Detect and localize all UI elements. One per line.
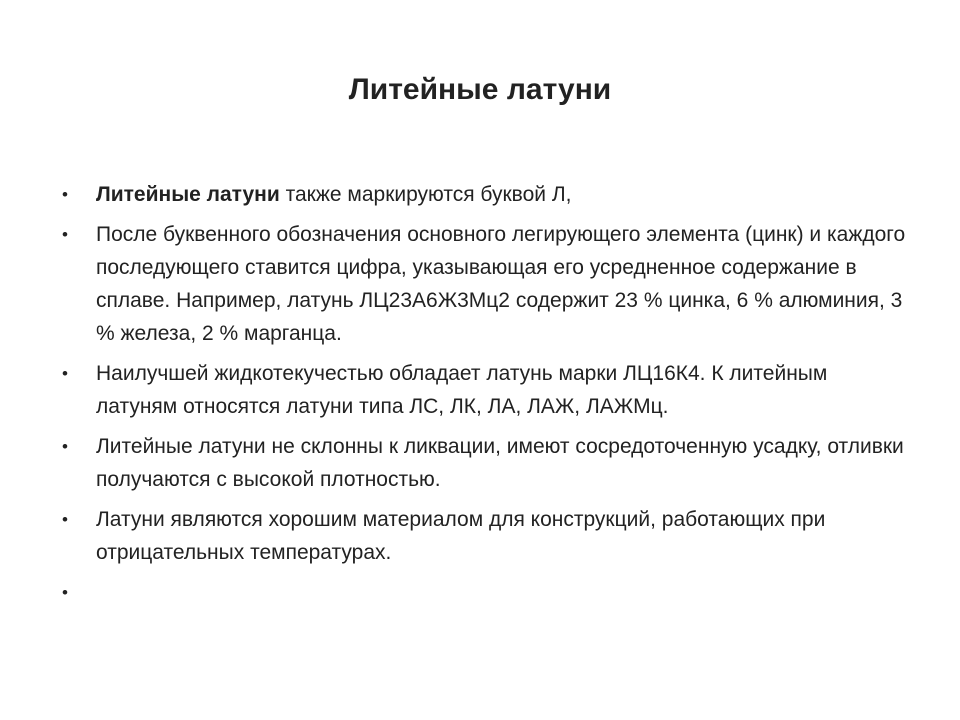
bullet-dot-icon: • (62, 185, 68, 204)
bullet-item-5 (62, 503, 912, 569)
bullet-text: После буквенного обозначения основного легирующего элемента (цинк) и каждого последующего ставится цифра, указывающая его усредненное содержание в сплаве. Например, латунь ЛЦ23А6Ж3Мц2 содержит 23 % цинка, 6 % алюминия, 3 % железа, 2 % марганца. (96, 223, 906, 345)
bullet-dot-icon: • (62, 364, 68, 383)
bullet-text: Латуни являются хорошим материалом для конструкций, работающих при отрицательных температурах. (96, 508, 826, 564)
bullet-dot-icon: • (62, 510, 68, 529)
bullet-dot-icon: • (62, 583, 68, 602)
bullet-item-3 (62, 357, 912, 423)
bullet-dot-icon: • (62, 437, 68, 456)
bullet-text: Наилучшей жидкотекучестью обладает латунь марки ЛЦ16К4. К литейным латуням относятся латуни типа ЛС, ЛК, ЛА, ЛАЖ, ЛАЖМц. (96, 362, 828, 418)
bullet-item-6-empty (62, 576, 912, 609)
bullet-item-1 (62, 178, 912, 211)
bullet-lead-text: Литейные латуни (96, 183, 280, 206)
bullet-item-4 (62, 430, 912, 496)
bullet-text: также маркируются буквой Л, (279, 183, 572, 206)
bullet-dot-icon: • (62, 225, 68, 244)
bullet-list (62, 178, 912, 616)
bullet-item-2 (62, 218, 912, 350)
bullet-text: Литейные латуни не склонны к ликвации, имеют сосредоточенную усадку, отливки получаются с высокой плотностью. (96, 435, 904, 491)
slide-title: Литейные латуни (348, 73, 612, 106)
bullet-text (96, 581, 102, 604)
